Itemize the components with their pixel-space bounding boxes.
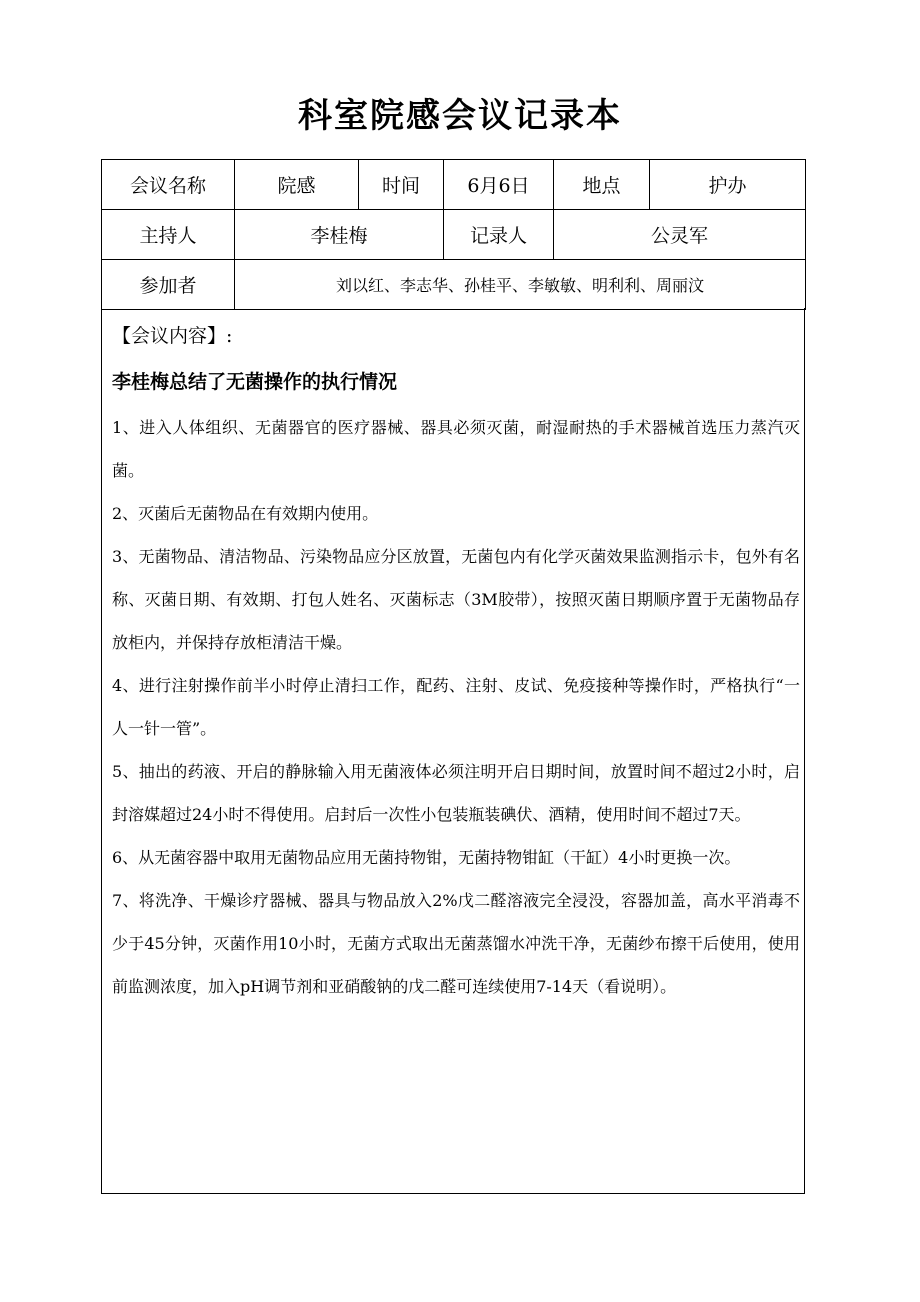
host-row (102, 210, 806, 260)
content-subheading: 李桂梅总结了无菌操作的执行情况 (112, 371, 398, 393)
content-item: 4、进行注射操作前半小时停止清扫工作，配药、注射、皮试、免疫接种等操作时，严格执行“一人一针一管”。 (112, 676, 800, 738)
content-item: 6、从无菌容器中取用无菌物品应用无菌持物钳，无菌持物钳缸（干缸）4小时更换一次。 (112, 848, 741, 867)
time-value: 6月6日 (444, 160, 554, 210)
content-item: 5、抽出的药液、开启的静脉输入用无菌液体必须注明开启日期时间，放置时间不超过2小时，启封溶媒超过24小时不得使用。启封后一次性小包装瓶装碘伏、酒精，使用时间不超过7天。 (112, 762, 800, 824)
content-heading: 【会议内容】: (112, 325, 233, 347)
time-label: 时间 (359, 160, 444, 210)
meeting-info-row (102, 160, 806, 210)
place-value: 护办 (650, 160, 806, 210)
recorder-value: 公灵军 (554, 210, 806, 260)
meeting-name-value: 院感 (235, 160, 359, 210)
meeting-name-label: 会议名称 (102, 160, 235, 210)
page-title: 科室院感会议记录本 (298, 96, 622, 136)
meeting-content-box (101, 308, 805, 1194)
attendees-value: 刘以红、李志华、孙桂平、李敏敏、明利利、周丽汶 (235, 260, 806, 310)
content-item: 3、无菌物品、清洁物品、污染物品应分区放置，无菌包内有化学灭菌效果监测指示卡，包外有名称、灭菌日期、有效期、打包人姓名、灭菌标志（3M胶带），按照灭菌日期顺序置于无菌物品存放柜内，并保持存放柜清洁干燥。 (112, 547, 800, 652)
content-item: 7、将洗净、干燥诊疗器械、器具与物品放入2%戊二醛溶液完全浸没，容器加盖，高水平消毒不少于45分钟，灭菌作用10小时，无菌方式取出无菌蒸馏水冲洗干净，无菌纱布擦干后使用，使用前监测浓度，加入pH调节剂和亚硝酸钠的戊二醛可连续使用7-14天（看说明）。 (112, 891, 800, 996)
host-label: 主持人 (102, 210, 235, 260)
place-label: 地点 (554, 160, 650, 210)
host-value: 李桂梅 (235, 210, 444, 260)
attendees-label: 参加者 (102, 260, 235, 310)
recorder-label: 记录人 (444, 210, 554, 260)
attendees-row (102, 260, 806, 310)
meeting-info-table (101, 159, 806, 310)
content-item: 1、进入人体组织、无菌器官的医疗器械、器具必须灭菌，耐湿耐热的手术器械首选压力蒸汽灭菌。 (112, 418, 800, 480)
content-item: 2、灭菌后无菌物品在有效期内使用。 (112, 504, 379, 523)
